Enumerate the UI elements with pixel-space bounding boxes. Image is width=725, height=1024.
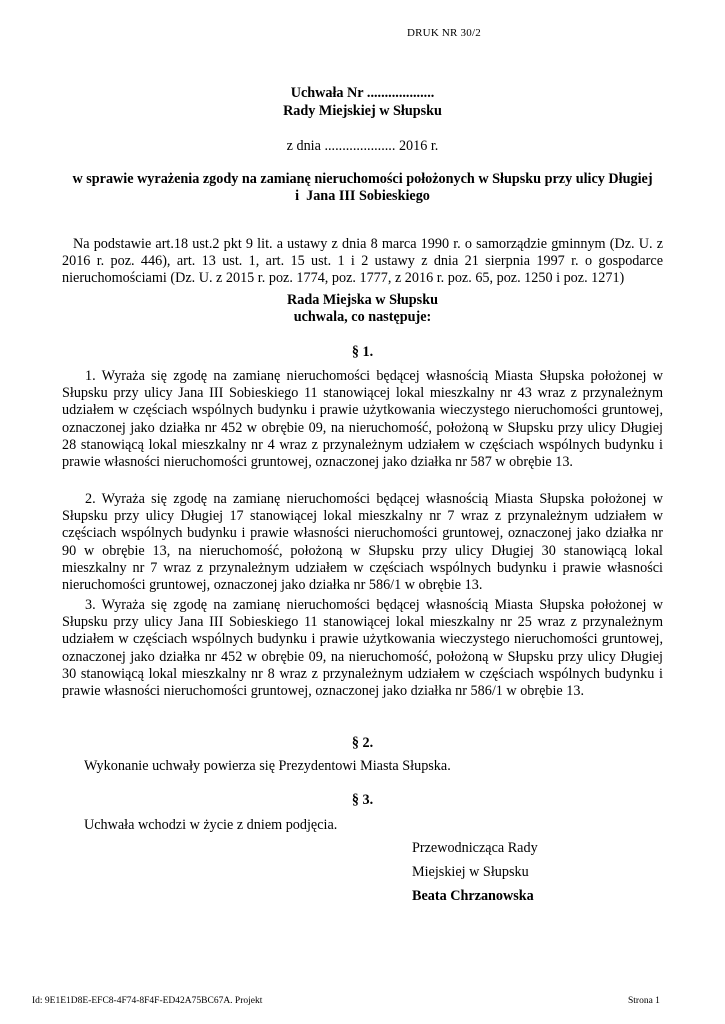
section-3-text: Uchwała wchodzi w życie z dniem podjęcia. (84, 817, 338, 833)
subject-line-2: i Jana III Sobieskiego (295, 188, 430, 204)
signature-title-line-1: Przewodnicząca Rady (412, 840, 538, 856)
section-2-text: Wykonanie uchwały powierza się Prezydentowi Miasta Słupska. (84, 758, 451, 774)
resolution-number: Uchwała Nr ................... (290, 85, 435, 101)
resolution-date: z dnia .................... 2016 r. (286, 138, 439, 154)
council-name: Rady Miejskiej w Słupsku (283, 103, 442, 119)
page-number: Strona 1 (628, 996, 660, 1006)
section-1-paragraph-1: 1. Wyraża się zgodę na zamianę nieruchomości będącej własnością Miasta Słupska położonej w Słupsku przy ulicy Jana III Sobieskiego 11 stanowiącej lokal mieszkalny nr 43 wraz z przynależnym udziałem w częściach wspólnych budynku i prawie użytkowania wieczystego nieruchomości gruntowej, oznaczonej jako działka nr 452 w obrębie 09, na nieruchomość, położoną w Słupsku przy ulicy Długiej 28 stanowiącą lokal mieszkalny nr 4 wraz z przynależnym udziałem w częściach wspólnych budynku i prawie własności nieruchomości gruntowej, oznaczonej jako działka nr 587 w obrębie 13. (62, 368, 663, 471)
legal-basis-preamble: Na podstawie art.18 ust.2 pkt 9 lit. a ustawy z dnia 8 marca 1990 r. o samorządzie gminnym (Dz. U. z 2016 r. poz. 446), art. 13 ust. 1, art. 15 ust. 1 i 2 ustawy z dnia 21 sierpnia 1997 r. o gospodarce nieruchomościami (Dz. U. z 2015 r. poz. 1774, poz. 1777, z 2016 r. poz. 65, poz. 1250 i poz. 1271) (62, 236, 663, 287)
section-1-heading: § 1. (351, 344, 374, 360)
section-2-heading: § 2. (351, 735, 374, 751)
section-3-heading: § 3. (351, 792, 374, 808)
signatory-name: Beata Chrzanowska (412, 888, 534, 904)
council-resolves-line-1: Rada Miejska w Słupsku (287, 292, 438, 308)
council-resolves-line-2: uchwala, co następuje: (293, 309, 432, 325)
section-1-paragraph-3: 3. Wyraża się zgodę na zamianę nieruchomości będącej własnością Miasta Słupska położonej w Słupsku przy ulicy Jana III Sobieskiego 11 stanowiącej lokal mieszkalny nr 25 wraz z przynależnym udziałem w częściach wspólnych budynku i prawie użytkowania wieczystego nieruchomości gruntowej, oznaczonej jako działka nr 452 w obrębie 09, na nieruchomość, położoną w Słupsku przy ulicy Długiej 30 stanowiącą lokal mieszkalny nr 8 wraz z przynależnym udziałem w częściach wspólnych budynku i prawie własności nieruchomości gruntowej, oznaczonej jako działka nr 586/1 w obrębie 13. (62, 597, 663, 700)
resolution-subject (62, 171, 663, 205)
document-number: DRUK NR 30/2 (407, 27, 481, 39)
subject-line-1: w sprawie wyrażenia zgody na zamianę nieruchomości położonych w Słupsku przy ulicy Długiej (72, 171, 653, 187)
section-1-paragraph-2: 2. Wyraża się zgodę na zamianę nieruchomości będącej własnością Miasta Słupska położonej w Słupsku przy ulicy Długiej 17 stanowiącej lokal mieszkalny nr 7 wraz z przynależnym udziałem w częściach wspólnych budynku i prawie własności nieruchomości gruntowej, oznaczonej jako działka nr 90 w obrębie 13, na nieruchomość, położoną w Słupsku przy ulicy Długiej 30 stanowiącą lokal mieszkalny nr 7 wraz z przynależnym udziałem w częściach wspólnych budynku i prawie własności nieruchomości gruntowej, oznaczonej jako działka nr 586/1 w obrębie 13. (62, 491, 663, 594)
resolution-title (62, 84, 663, 120)
signature-title-line-2: Miejskiej w Słupsku (412, 864, 529, 880)
council-resolves (62, 292, 663, 326)
document-id-footer: Id: 9E1E1D8E-EFC8-4F74-8F4F-ED42A75BC67A. Projekt (32, 996, 263, 1006)
